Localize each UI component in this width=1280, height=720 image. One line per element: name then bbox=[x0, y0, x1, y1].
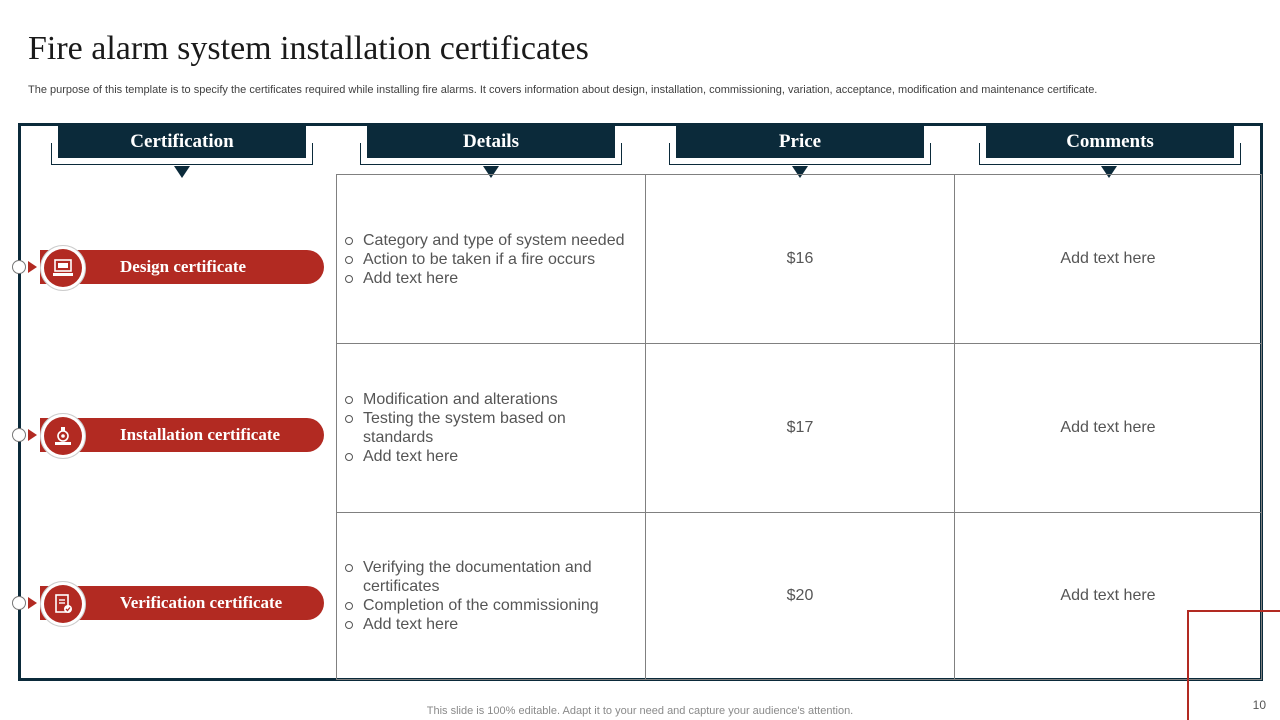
page-title: Fire alarm system installation certificates bbox=[28, 30, 589, 67]
header-comments: Comments bbox=[986, 125, 1234, 158]
corner-decoration bbox=[1187, 610, 1189, 720]
header-price: Price bbox=[676, 125, 924, 158]
connector-dot bbox=[12, 596, 26, 610]
list-item: Verifying the documentation and certificates bbox=[345, 558, 607, 596]
connector-dot bbox=[12, 260, 26, 274]
header-details: Details bbox=[367, 125, 615, 158]
footer-note: This slide is 100% editable. Adapt it to your need and capture your audience's attention. bbox=[426, 705, 854, 717]
checklist-icon bbox=[40, 581, 86, 627]
list-item: Add text here bbox=[345, 615, 607, 634]
corner-decoration bbox=[1187, 610, 1280, 612]
list-item: Completion of the commissioning bbox=[345, 596, 607, 615]
certificate-verification bbox=[12, 585, 324, 621]
list-item: Modification and alterations bbox=[345, 390, 597, 409]
certificate-label: Verification certificate bbox=[40, 586, 324, 620]
header-certification: Certification bbox=[58, 125, 306, 158]
certificate-label: Installation certificate bbox=[40, 418, 324, 452]
list-item: Add text here bbox=[345, 269, 625, 288]
certificate-installation bbox=[12, 417, 324, 453]
price-cell: $20 bbox=[646, 513, 955, 680]
list-item: Add text here bbox=[345, 447, 597, 466]
certificate-label: Design certificate bbox=[40, 250, 324, 284]
page-subtitle: The purpose of this template is to specify the certificates required while installing fire alarms. It covers information about design, installation, commissioning, variation, acceptance, modification and maintenance certificate. bbox=[28, 84, 1098, 96]
computer-icon bbox=[40, 245, 86, 291]
connector-dot bbox=[12, 428, 26, 442]
details-list bbox=[337, 231, 625, 288]
list-item: Action to be taken if a fire occurs bbox=[345, 250, 625, 269]
list-item: Category and type of system needed bbox=[345, 231, 625, 250]
header-pointer bbox=[174, 166, 190, 178]
comments-cell: Add text here bbox=[955, 175, 1262, 344]
comments-cell: Add text here bbox=[955, 344, 1262, 513]
comments-cell: Add text here bbox=[955, 513, 1262, 680]
details-list bbox=[337, 558, 607, 634]
certificate-design bbox=[12, 249, 324, 285]
list-item: Testing the system based on standards bbox=[345, 409, 597, 447]
details-list bbox=[337, 390, 597, 466]
connector-arrow bbox=[28, 261, 37, 273]
price-cell: $17 bbox=[646, 344, 955, 513]
connector-arrow bbox=[28, 597, 37, 609]
details-cell bbox=[337, 513, 646, 680]
price-cell: $16 bbox=[646, 175, 955, 344]
connector-arrow bbox=[28, 429, 37, 441]
details-grid bbox=[336, 174, 1262, 680]
installation-icon bbox=[40, 413, 86, 459]
page-number: 10 bbox=[1252, 698, 1266, 712]
details-cell bbox=[337, 175, 646, 344]
details-cell bbox=[337, 344, 646, 513]
